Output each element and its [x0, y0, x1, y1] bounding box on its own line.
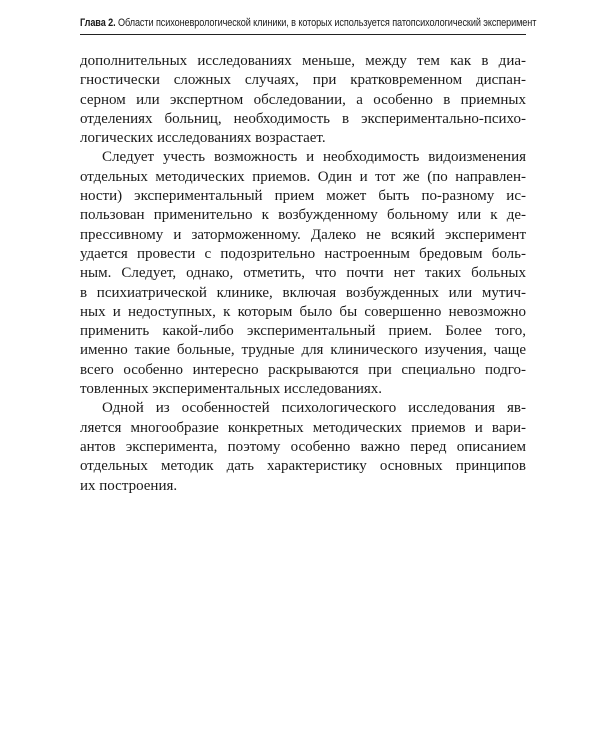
text-line: ным. Следует, однако, отметить, что почти нет таких больных [80, 265, 526, 282]
header-rule [80, 34, 526, 35]
text-line: ляется многообразие конкретных методических приемов и вари- [80, 419, 526, 436]
text-line: в психиатрической клинике, включая возбужденных или мутич- [80, 284, 526, 301]
text-line: применить какой-либо экспериментальный прием. Более того, [80, 323, 526, 340]
text-line: гностически сложных случаях, при кратковременном диспан- [80, 72, 526, 89]
text-line: удается провести с подозрительно настроенным бредовым боль- [80, 245, 526, 262]
text-line: товленных экспериментальных исследованиях. [80, 381, 383, 398]
text-line: ных и недоступных, к которым было бы совершенно невозможно [80, 303, 526, 320]
body-text [80, 52, 526, 496]
paragraph-3 [80, 399, 526, 495]
paragraph-1 [80, 52, 526, 148]
paragraph-2 [80, 148, 526, 399]
text-line: отдельных методик дать характеристику основных принципов [80, 458, 526, 475]
text-line: прессивному и заторможенному. Далеко не всякий эксперимент [80, 226, 526, 243]
chapter-title: Области психоневрологической клиники, в которых используется патопсихологический эксперимент [118, 17, 537, 29]
text-line: пользован применительно к возбужденному больному или к де- [80, 207, 526, 224]
text-line: дополнительных исследованиях меньше, между тем как в диа- [80, 53, 526, 69]
text-line: их построения. [80, 477, 178, 494]
text-line: логических исследованиях возрастает. [80, 130, 326, 147]
text-line: антов эксперимента, поэтому особенно важно перед описанием [80, 438, 526, 455]
running-header [80, 16, 537, 30]
text-line: серном или экспертном обследовании, а особенно в приемных [80, 91, 526, 108]
text-line: Одной из особенностей психологического исследования яв- [102, 400, 526, 417]
text-line: отдельных методических приемов. Один и тот же (по направлен- [80, 168, 526, 185]
text-line: всего особенно интересно раскрываются при специально подго- [80, 361, 526, 378]
chapter-number: Глава 2. [80, 17, 116, 29]
text-line: ности) экспериментальный прием может быть по-разному ис- [80, 188, 526, 205]
text-line: отделениях больниц, необходимость в экспериментально-психо- [80, 110, 526, 127]
text-line: Следует учесть возможность и необходимость видоизменения [102, 149, 526, 166]
text-line: именно такие больные, трудные для клинического изучения, чаще [80, 342, 526, 359]
